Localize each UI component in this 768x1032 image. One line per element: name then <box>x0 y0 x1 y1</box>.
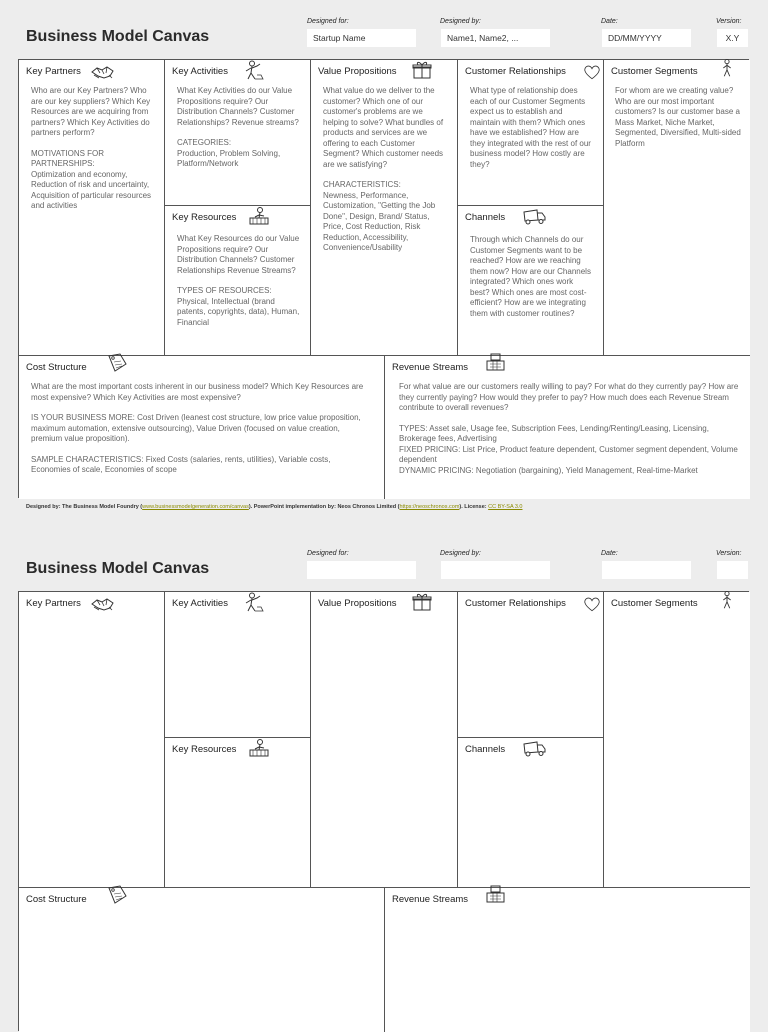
canvas-grid <box>18 591 749 1031</box>
value-propositions-characteristics: Newness, Performance, Customization, "Getting the Job Done", Design, Brand/ Status, Price, Cost Reduction, Risk Reduction, Accessibility, Convenience/Usability <box>323 190 436 252</box>
delivery-truck-icon <box>522 738 546 758</box>
customer-segments-questions: For whom are we creating value? Who are our most important customers? Is our customer base a Mass Market, Niche Market, Segmented, Diversified, Multi-sided Platform <box>615 86 741 148</box>
value-propositions-block[interactable] <box>311 592 458 888</box>
key-activities-categories: Production, Problem Solving, Platform/Network <box>177 148 281 168</box>
designed-for-field[interactable] <box>307 561 416 579</box>
handshake-icon <box>91 594 115 614</box>
footer-link-neoschronos[interactable]: https://neoschronos.com <box>399 504 460 510</box>
footer-text: ). PowerPoint implementation by: Neos Chronos Limited ( <box>248 504 400 510</box>
value-propositions-text <box>323 86 449 264</box>
customer-relationships-title: Customer Relationships <box>465 66 566 77</box>
gift-icon <box>410 592 434 612</box>
cost-structure-block[interactable] <box>19 888 385 1032</box>
key-partners-title: Key Partners <box>26 66 81 77</box>
channels-title: Channels <box>465 744 506 755</box>
cost-structure-characteristics: SAMPLE CHARACTERISTICS: Fixed Costs (salaries, rents, utilities), Variable costs, Economies of scale, Economies of scope <box>31 454 331 474</box>
key-resources-text <box>177 234 303 338</box>
key-resources-types: Physical, Intellectual (brand patents, copyrights, data), Human, Financial <box>177 296 300 327</box>
designed-for-field[interactable]: Startup Name <box>307 29 416 47</box>
key-activities-categories-heading: CATEGORIES: <box>177 138 232 147</box>
key-activities-text <box>177 86 303 180</box>
price-tag-icon <box>105 884 129 904</box>
footer-link-bmg[interactable]: www.businessmodelgeneration.com/canvas <box>142 504 249 510</box>
canvas-page-blank <box>0 532 768 1024</box>
revenue-streams-title: Revenue Streams <box>392 894 469 905</box>
revenue-streams-questions: For what value are our customers really willing to pay? For what do they currently pay? How are they currently paying? How would they prefer to pay? How much does each Revenue Stream contribute to overall revenues? <box>399 382 739 412</box>
cost-structure-text <box>31 382 371 486</box>
worker-icon <box>241 592 265 612</box>
customer-segments-title: Customer Segments <box>611 598 698 609</box>
date-label: Date: <box>601 18 618 25</box>
key-partners-block[interactable] <box>19 60 165 356</box>
cash-register-icon <box>483 352 507 372</box>
heart-icon <box>582 62 602 82</box>
key-partners-motivations-heading: MOTIVATIONS FOR PARTNERSHIPS: <box>31 148 105 168</box>
revenue-streams-title: Revenue Streams <box>392 362 469 373</box>
heart-icon <box>582 594 602 614</box>
designed-by-field[interactable] <box>441 561 550 579</box>
attribution-footer <box>26 504 522 510</box>
page-title: Business Model Canvas <box>26 560 210 577</box>
channels-block[interactable] <box>458 206 604 356</box>
factory-worker-icon <box>247 206 271 226</box>
footer-text: ). License: <box>459 504 489 510</box>
key-partners-text <box>31 86 157 222</box>
key-partners-motivations: Optimization and economy, Reduction of risk and uncertainty, Acquisition of particular resources and activities <box>31 169 152 210</box>
value-propositions-questions: What value do we deliver to the customer? Which one of our customer's problems are we helping to solve? What bundles of products and services are we offering to each Customer Segment? Which customer needs are we satisfying? <box>323 86 444 169</box>
version-label: Version: <box>716 18 742 25</box>
key-resources-types-heading: TYPES OF RESOURCES: <box>177 286 272 295</box>
key-resources-title: Key Resources <box>172 212 237 223</box>
revenue-streams-fixed-pricing: FIXED PRICING: List Price, Product feature dependent, Customer segment dependent, Volume dependent <box>399 444 738 464</box>
revenue-streams-block[interactable] <box>385 888 750 1032</box>
revenue-streams-text <box>399 382 741 476</box>
revenue-streams-dynamic-pricing: DYNAMIC PRICING: Negotiation (bargaining), Yield Management, Real-time-Market <box>399 465 698 475</box>
person-icon <box>716 590 738 610</box>
date-field[interactable] <box>602 561 691 579</box>
channels-block[interactable] <box>458 738 604 888</box>
cost-structure-title: Cost Structure <box>26 894 87 905</box>
channels-text <box>470 235 594 329</box>
cost-structure-block[interactable] <box>19 356 385 499</box>
price-tag-icon <box>105 352 129 372</box>
customer-relationships-questions: What type of relationship does each of our Customer Segments expect us to establish and maintain with them? Which ones have we established? How are they integrated with the rest of our business model? How costly are they? <box>470 86 591 169</box>
customer-segments-block[interactable] <box>604 60 750 356</box>
key-partners-title: Key Partners <box>26 598 81 609</box>
delivery-truck-icon <box>522 206 546 226</box>
version-field[interactable] <box>717 561 748 579</box>
cost-structure-title: Cost Structure <box>26 362 87 373</box>
key-resources-questions: What Key Resources do our Value Propositions require? Our Distribution Channels? Customer Relationships Revenue Streams? <box>177 234 300 275</box>
key-activities-block[interactable] <box>165 592 311 738</box>
key-partners-block[interactable] <box>19 592 165 888</box>
designed-by-field[interactable]: Name1, Name2, ... <box>441 29 550 47</box>
customer-relationships-text <box>470 86 594 180</box>
date-label: Date: <box>601 550 618 557</box>
customer-relationships-title: Customer Relationships <box>465 598 566 609</box>
channels-questions: Through which Channels do our Customer Segments want to be reached? How are we reaching them now? How are our Channels integrated? Which ones work best? Which ones are most cost-efficient? How are we integrating them with customer routines? <box>470 235 591 318</box>
cash-register-icon <box>483 884 507 904</box>
customer-relationships-block[interactable] <box>458 60 604 206</box>
key-resources-block[interactable] <box>165 738 311 888</box>
date-field[interactable]: DD/MM/YYYY <box>602 29 691 47</box>
designed-for-label: Designed for: <box>307 550 349 557</box>
canvas-grid <box>18 59 749 498</box>
footer-link-license[interactable]: CC BY-SA 3.0 <box>488 504 523 510</box>
gift-icon <box>410 60 434 80</box>
key-resources-title: Key Resources <box>172 744 237 755</box>
revenue-streams-block[interactable] <box>385 356 750 499</box>
footer-text: Designed by: The Business Model Foundry ( <box>26 504 143 510</box>
customer-segments-text <box>615 86 741 159</box>
cost-structure-questions: What are the most important costs inherent in our business model? Which Key Resources are most expensive? Which Key Activities are most expensive? <box>31 382 364 402</box>
person-icon <box>716 58 738 78</box>
handshake-icon <box>91 62 115 82</box>
key-activities-title: Key Activities <box>172 598 228 609</box>
cost-structure-business-type: IS YOUR BUSINESS MORE: Cost Driven (leanest cost structure, low price value proposition, maximum automation, extensive outsourcing), Value Driven (focused on value creation, premium value proposition). <box>31 413 361 443</box>
worker-icon <box>241 60 265 80</box>
designed-by-label: Designed by: <box>440 18 481 25</box>
designed-by-label: Designed by: <box>440 550 481 557</box>
key-partners-questions: Who are our Key Partners? Who are our key suppliers? Which Key Resources are we acquiring from partners? Which Key Activities do partners perform? <box>31 86 151 137</box>
value-propositions-block[interactable] <box>311 60 458 356</box>
revenue-streams-types: TYPES: Asset sale, Usage fee, Subscription Fees, Lending/Renting/Leasing, Licensing, Brokerage fees, Advertising <box>399 423 709 443</box>
page-title: Business Model Canvas <box>26 28 210 45</box>
version-label: Version: <box>716 550 742 557</box>
designed-for-label: Designed for: <box>307 18 349 25</box>
key-activities-title: Key Activities <box>172 66 228 77</box>
channels-title: Channels <box>465 212 506 223</box>
value-propositions-characteristics-heading: CHARACTERISTICS: <box>323 180 401 189</box>
customer-relationships-block[interactable] <box>458 592 604 738</box>
factory-worker-icon <box>247 738 271 758</box>
value-propositions-title: Value Propositions <box>318 66 397 77</box>
customer-segments-title: Customer Segments <box>611 66 698 77</box>
key-activities-block[interactable] <box>165 60 311 206</box>
customer-segments-block[interactable] <box>604 592 750 888</box>
version-field[interactable]: X.Y <box>717 29 748 47</box>
key-resources-block[interactable] <box>165 206 311 356</box>
value-propositions-title: Value Propositions <box>318 598 397 609</box>
key-activities-questions: What Key Activities do our Value Propositions require? Our Distribution Channels? Customer Relationships? Revenue streams? <box>177 86 299 127</box>
